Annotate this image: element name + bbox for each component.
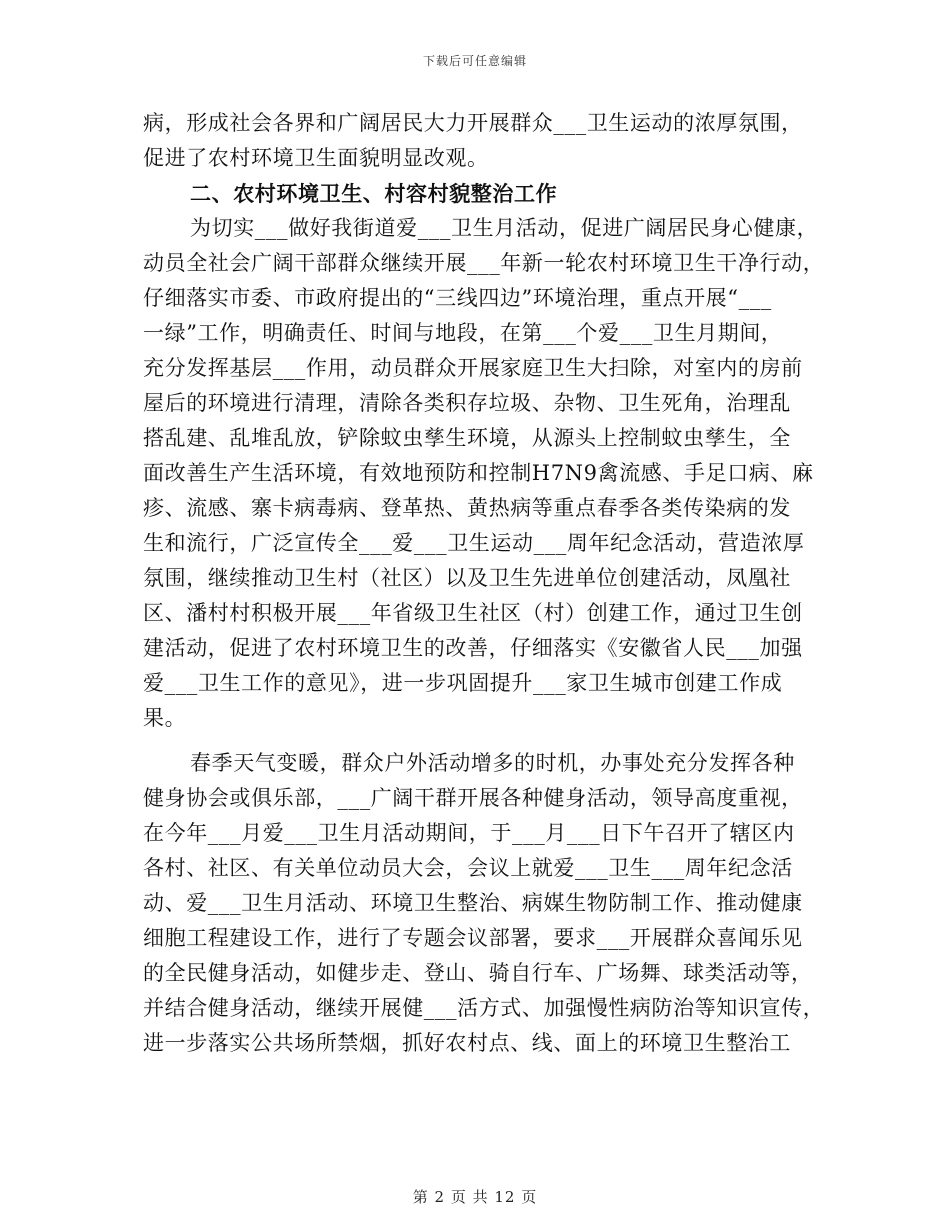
text-line: 生和流行，广泛宣传全___爱___卫生运动___周年纪念活动，营造浓厚	[143, 531, 805, 555]
text-line: 细胞工程建设工作，进行了专题会议部署，要求___开展群众喜闻乐见	[143, 926, 803, 950]
text-line: 氛围，继续推动卫生村（社区）以及卫生先进单位创建活动，凤凰社	[143, 566, 791, 590]
text-line: 建活动，促进了农村环境卫生的改善，仔细落实《安徽省人民___加强	[143, 636, 803, 660]
paragraph-1	[143, 106, 815, 176]
text-line: 病，形成社会各界和广阔居民大力开展群众___卫生运动的浓厚氛围，	[143, 111, 803, 135]
paragraph-3	[143, 746, 825, 1061]
text-line: 疹、流感、寨卡病毒病、登革热、黄热病等重点春季各类传染病的发	[143, 496, 791, 520]
text-line: 搭乱建、乱堆乱放，铲除蚊虫孳生环境，从源头上控制蚊虫孳生，全	[143, 426, 791, 450]
text-line: 果。	[143, 706, 187, 730]
text-line: 进一步落实公共场所禁烟，抓好农村点、线、面上的环境卫生整治工	[143, 1031, 791, 1055]
text-line: 仔细落实市委、市政府提出的“三线四边”环境治理，重点开展“___	[143, 286, 772, 310]
text-line: 动、爱___卫生月活动、环境卫生整治、病媒生物防制工作、推动健康	[143, 891, 803, 915]
text-line: 并结合健身活动，继续开展健___活方式、加强慢性病防治等知识宣传，	[143, 996, 825, 1020]
text-line: 为切实___做好我街道爱___卫生月活动，促进广阔居民身心健康，	[190, 216, 819, 240]
document-body	[143, 106, 825, 1061]
page-number: 第 2 页 共 12 页	[412, 1188, 538, 1206]
text-line: 面改善生产生活环境，有效地预防和控制H7N9禽流感、手足口病、麻	[143, 461, 814, 485]
text-line: 各村、社区、有关单位动员大会，会议上就爱___卫生___周年纪念活	[143, 856, 793, 880]
text-line: 充分发挥基层___作用，动员群众开展家庭卫生大扫除，对室内的房前	[143, 356, 803, 380]
paragraph-2	[143, 211, 825, 736]
text-line: 一绿”工作，明确责任、时间与地段，在第___个爱___卫生月期间，	[143, 321, 783, 345]
text-line: 区、潘村村积极开展___年省级卫生社区（村）创建工作，通过卫生创	[143, 601, 803, 625]
text-line: 屋后的环境进行清理，清除各类积存垃圾、杂物、卫生死角，治理乱	[143, 391, 791, 415]
text-line: 动员全社会广阔干部群众继续开展___年新一轮农村环境卫生干净行动，	[143, 251, 825, 275]
text-line: 健身协会或俱乐部，___广阔干群开展各种健身活动，领导高度重视，	[143, 786, 803, 810]
page-header: 下载后可任意编辑	[422, 54, 527, 68]
text-line: 的全民健身活动，如健步走、登山、骑自行车、广场舞、球类活动等，	[143, 961, 813, 985]
section-heading: 二、农村环境卫生、村容村貌整治工作	[190, 181, 558, 206]
text-line: 春季天气变暖，群众户外活动增多的时机，办事处充分发挥各种	[190, 751, 795, 775]
text-line: 爱___卫生工作的意见》，进一步巩固提升___家卫生城市创建工作成	[143, 671, 783, 695]
text-line: 在今年___月爱___卫生月活动期间，于___月___日下午召开了辖区内	[143, 821, 795, 845]
text-line: 促进了农村环境卫生面貌明显改观。	[143, 146, 489, 170]
